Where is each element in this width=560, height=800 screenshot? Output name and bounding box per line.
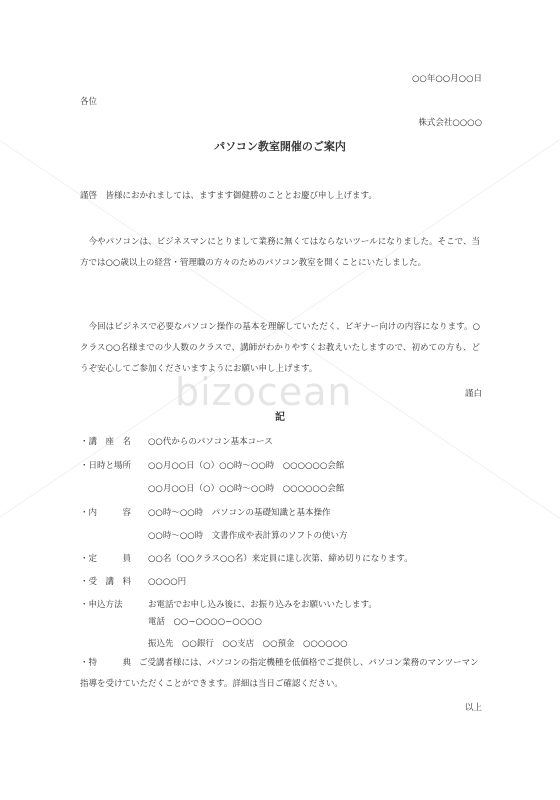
end-word: 以上 bbox=[464, 703, 482, 713]
benefit-row bbox=[80, 653, 480, 695]
item-value: ○○名（○○クラス○○名）来定員に達し次第、締め切りになります。 bbox=[148, 554, 413, 564]
body-paragraph: 今やパソコンは、ビジネスマンにとりまして業務に無くてはならないツールになりました。そこで、当方では○○歳以上の経営・管理職の方々のためのパソコン教室を開くことにいたしました。 bbox=[80, 237, 480, 268]
item-label: ・日時と場所 bbox=[80, 461, 132, 471]
item-label: ・内 容 bbox=[80, 508, 132, 518]
item-value: お電話でお申し込み後に、お振り込みをお願いいたします。 bbox=[148, 600, 377, 610]
item-label: ・講 座 名 bbox=[80, 437, 132, 447]
benefit-label: ・特 典 bbox=[80, 658, 132, 668]
item-label: ・定 員 bbox=[80, 554, 132, 564]
recipient: 各位 bbox=[80, 97, 98, 107]
item-value: ○○時〜○○時 パソコンの基礎知識と基本操作 bbox=[148, 508, 331, 518]
item-value: ○○代からのパソコン基本コース bbox=[148, 437, 273, 447]
item-value: ○○月○○日（○）○○時〜○○時 ○○○○○○会館 bbox=[148, 461, 345, 471]
bank-info: 振込先 ○○銀行 ○○支店 ○○預金 ○○○○○○ bbox=[148, 639, 348, 649]
watermark-logo: bizocean bbox=[175, 370, 353, 414]
item-value: ○○時〜○○時 文書作成や表計算のソフトの使い方 bbox=[148, 531, 348, 541]
item-label: ・申込方法 bbox=[80, 600, 123, 610]
company-name: 株式会社○○○○ bbox=[418, 118, 482, 128]
ki-heading: 記 bbox=[275, 412, 285, 423]
document-title: パソコン教室開催のご案内 bbox=[214, 140, 346, 153]
benefit-text: ご受講者様には、パソコンの指定機種を低価格でご提供し、パソコン業務のマンツーマン指導を受けていただくことができます。詳細は当日ご確認ください。 bbox=[80, 658, 479, 689]
item-value: ○○○○円 bbox=[148, 577, 187, 587]
date: ○○年○○月○○日 bbox=[411, 74, 482, 84]
phone-number: 電話 ○○−○○○○−○○○○ bbox=[148, 617, 262, 627]
item-value: ○○月○○日（○）○○時〜○○時 ○○○○○○会館 bbox=[148, 484, 345, 494]
greeting-paragraph: 謹啓 皆様におかれましては、ますます御健勝のこととお慶び申し上げます。 bbox=[80, 191, 377, 201]
body-paragraph: 今回はビジネスで必要なパソコン操作の基本を理解していただく、ビギナー向けの内容になります。○クラス○○名様までの少人数のクラスで、講師がわかりやすくお教えいたしますので、初めての方も、どうぞ安心してご参加くださいますようにお願い申し上げます。 bbox=[80, 322, 480, 374]
closing-word: 謹白 bbox=[464, 389, 482, 399]
item-label: ・受 講 料 bbox=[80, 577, 132, 587]
